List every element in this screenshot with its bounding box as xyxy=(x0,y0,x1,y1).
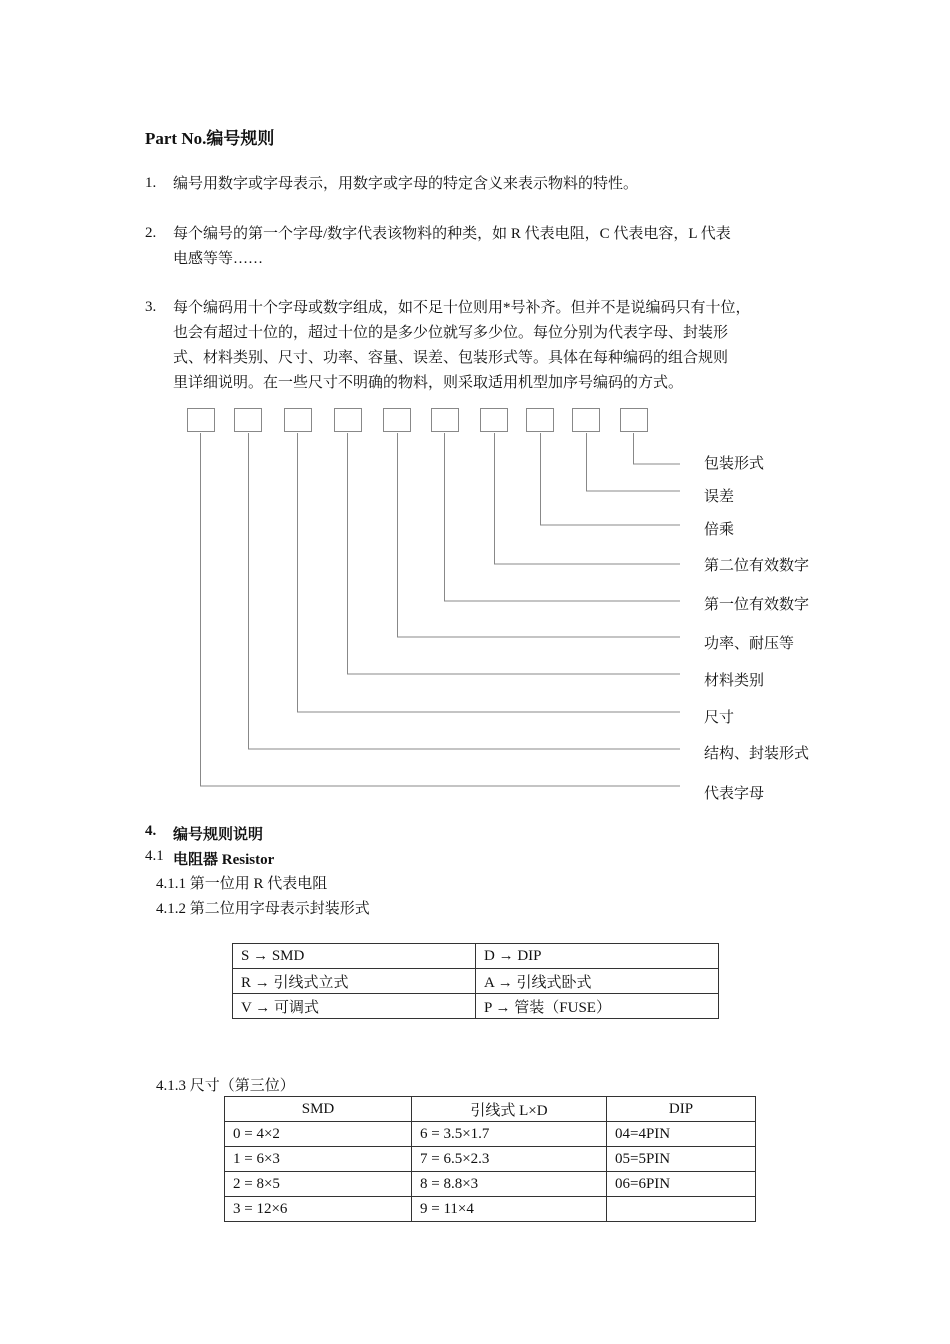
table-row xyxy=(225,1147,756,1172)
table-row xyxy=(225,1122,756,1147)
table-cell: P → 管装（FUSE） xyxy=(476,994,719,1019)
paragraph-line: 编号用数字或字母表示，用数字或字母的特定含义来表示物料的特性。 xyxy=(173,176,639,192)
subsection-heading: 电阻器 Resistor xyxy=(173,852,275,868)
table-cell: 8 = 8.8×3 xyxy=(412,1172,607,1197)
table-cell: 6 = 3.5×1.7 xyxy=(412,1122,607,1147)
table-cell: 0 = 4×2 xyxy=(225,1122,412,1147)
list-number: 3. xyxy=(145,299,157,315)
table-row xyxy=(233,994,719,1019)
table-cell: 04=4PIN xyxy=(607,1122,756,1147)
subsection-number: 4.1 xyxy=(145,848,164,864)
connector-line xyxy=(495,433,681,564)
paragraph-line: 也会有超过十位的，超过十位的是多少位就写多少位。每位分别为代表字母、封装形 xyxy=(173,325,729,341)
diagram-label-material: 材料类别 xyxy=(704,673,765,689)
table-cell: 3 = 12×6 xyxy=(225,1197,412,1222)
diagram-label-structure: 结构、封装形式 xyxy=(704,746,810,762)
diagram-label-code-letter: 代表字母 xyxy=(704,786,765,802)
paragraph-line: 式、材料类别、尺寸、功率、容量、误差、包装形式等。具体在每种编码的组合规则 xyxy=(173,350,729,366)
diagram-label-size: 尺寸 xyxy=(704,710,735,726)
diagram-label-tolerance: 误差 xyxy=(704,489,735,505)
paragraph-line: 电感等等…… xyxy=(173,251,264,267)
section-number: 4. xyxy=(145,823,157,839)
table-cell: A → 引线式卧式 xyxy=(476,969,719,994)
rule-item: 4.1.1 第一位用 R 代表电阻 xyxy=(156,876,328,892)
paragraph-line: 每个编号的第一个字母/数字代表该物料的种类，如 R 代表电阻，C 代表电容，L 代表 xyxy=(173,226,731,242)
connector-line xyxy=(541,433,681,525)
table-cell: R → 引线式立式 xyxy=(233,969,476,994)
diagram-label-power: 功率、耐压等 xyxy=(704,636,795,652)
diagram-label-packaging: 包装形式 xyxy=(704,456,765,472)
table-cell: 06=6PIN xyxy=(607,1172,756,1197)
paragraph-line: 里详细说明。在一些尺寸不明确的物料，则采取适用机型加序号编码的方式。 xyxy=(173,375,684,391)
list-number: 1. xyxy=(145,175,157,191)
table-header-cell: SMD xyxy=(225,1097,412,1122)
table-cell: 9 = 11×4 xyxy=(412,1197,607,1222)
table-header-row xyxy=(225,1097,756,1122)
table-row xyxy=(225,1197,756,1222)
table-cell: V → 可调式 xyxy=(233,994,476,1019)
table-cell xyxy=(607,1197,756,1222)
connector-line xyxy=(634,433,681,464)
diagram-label-multiplier: 倍乘 xyxy=(704,522,735,538)
rule-item: 4.1.2 第二位用字母表示封装形式 xyxy=(156,901,370,917)
paragraph-line: 每个编码用十个字母或数字组成，如不足十位则用*号补齐。但并不是说编码只有十位， xyxy=(173,300,751,316)
table-row xyxy=(233,969,719,994)
package-code-table xyxy=(232,943,719,1019)
diagram-label-second-digit: 第二位有效数字 xyxy=(704,558,810,574)
size-code-table xyxy=(224,1096,756,1222)
table-cell: 2 = 8×5 xyxy=(225,1172,412,1197)
table-cell: 1 = 6×3 xyxy=(225,1147,412,1172)
diagram-label-first-digit: 第一位有效数字 xyxy=(704,597,810,613)
connector-line xyxy=(201,433,681,786)
connector-line xyxy=(445,433,681,601)
table-row xyxy=(225,1172,756,1197)
table-header-cell: 引线式 L×D xyxy=(412,1097,607,1122)
section-heading: 编号规则说明 xyxy=(173,827,264,843)
table-cell: S → SMD xyxy=(233,944,476,969)
table-row xyxy=(233,944,719,969)
page-title: Part No.编号规则 xyxy=(145,129,275,148)
table-cell: 7 = 6.5×2.3 xyxy=(412,1147,607,1172)
connector-line xyxy=(249,433,681,749)
table-cell: D → DIP xyxy=(476,944,719,969)
rule-item: 4.1.3 尺寸（第三位） xyxy=(156,1078,295,1094)
connector-line xyxy=(298,433,681,712)
table-cell: 05=5PIN xyxy=(607,1147,756,1172)
table-header-cell: DIP xyxy=(607,1097,756,1122)
list-number: 2. xyxy=(145,225,157,241)
